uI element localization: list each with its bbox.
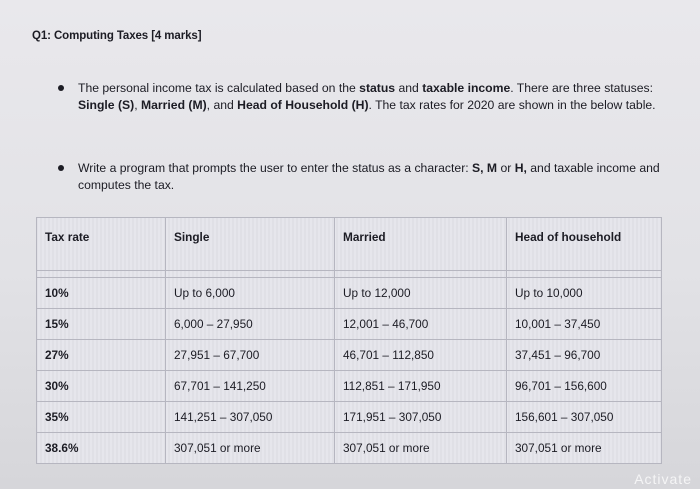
bullet-dot-icon bbox=[58, 165, 64, 171]
table-row bbox=[37, 371, 662, 402]
cell-rate: 35% bbox=[37, 402, 166, 433]
tax-rate-table bbox=[36, 217, 662, 464]
table-row bbox=[37, 402, 662, 433]
cell-married: Up to 12,000 bbox=[335, 278, 507, 309]
question-title: Q1: Computing Taxes [4 marks] bbox=[32, 30, 202, 42]
cell-head-of-household: 37,451 – 96,700 bbox=[507, 340, 662, 371]
bullet-program-task bbox=[58, 160, 668, 193]
header-tax-rate: Tax rate bbox=[37, 218, 166, 271]
cell-rate: 27% bbox=[37, 340, 166, 371]
cell-married: 171,951 – 307,050 bbox=[335, 402, 507, 433]
cell-head-of-household: 96,701 – 156,600 bbox=[507, 371, 662, 402]
table-row bbox=[37, 433, 662, 464]
cell-married: 46,701 – 112,850 bbox=[335, 340, 507, 371]
cell-rate: 10% bbox=[37, 278, 166, 309]
header-head-of-household: Head of household bbox=[507, 218, 662, 271]
cell-single: 67,701 – 141,250 bbox=[166, 371, 335, 402]
cell-single: 141,251 – 307,050 bbox=[166, 402, 335, 433]
cell-single: 27,951 – 67,700 bbox=[166, 340, 335, 371]
cell-single: 307,051 or more bbox=[166, 433, 335, 464]
cell-married: 12,001 – 46,700 bbox=[335, 309, 507, 340]
bullet-tax-description bbox=[58, 80, 668, 113]
bullet-text: The personal income tax is calculated based on the status and taxable income. There are three statuses: Single (S), Married (M), and Head of Household (H). The tax rates for 2020 are shown in the below table. bbox=[78, 81, 656, 112]
table-row bbox=[37, 278, 662, 309]
header-single: Single bbox=[166, 218, 335, 271]
cell-married: 307,051 or more bbox=[335, 433, 507, 464]
cell-single: Up to 6,000 bbox=[166, 278, 335, 309]
cell-head-of-household: 10,001 – 37,450 bbox=[507, 309, 662, 340]
activation-watermark: Activate bbox=[634, 471, 692, 487]
bullet-dot-icon bbox=[58, 85, 64, 91]
cell-single: 6,000 – 27,950 bbox=[166, 309, 335, 340]
cell-rate: 15% bbox=[37, 309, 166, 340]
cell-rate: 30% bbox=[37, 371, 166, 402]
cell-head-of-household: 156,601 – 307,050 bbox=[507, 402, 662, 433]
table-spacer bbox=[37, 271, 662, 278]
cell-head-of-household: Up to 10,000 bbox=[507, 278, 662, 309]
bullet-text: Write a program that prompts the user to enter the status as a character: S, M or H, and taxable income and computes the tax. bbox=[78, 161, 660, 192]
header-married: Married bbox=[335, 218, 507, 271]
table-row bbox=[37, 309, 662, 340]
table-header-row bbox=[37, 218, 662, 271]
table-row bbox=[37, 340, 662, 371]
cell-married: 112,851 – 171,950 bbox=[335, 371, 507, 402]
cell-head-of-household: 307,051 or more bbox=[507, 433, 662, 464]
cell-rate: 38.6% bbox=[37, 433, 166, 464]
